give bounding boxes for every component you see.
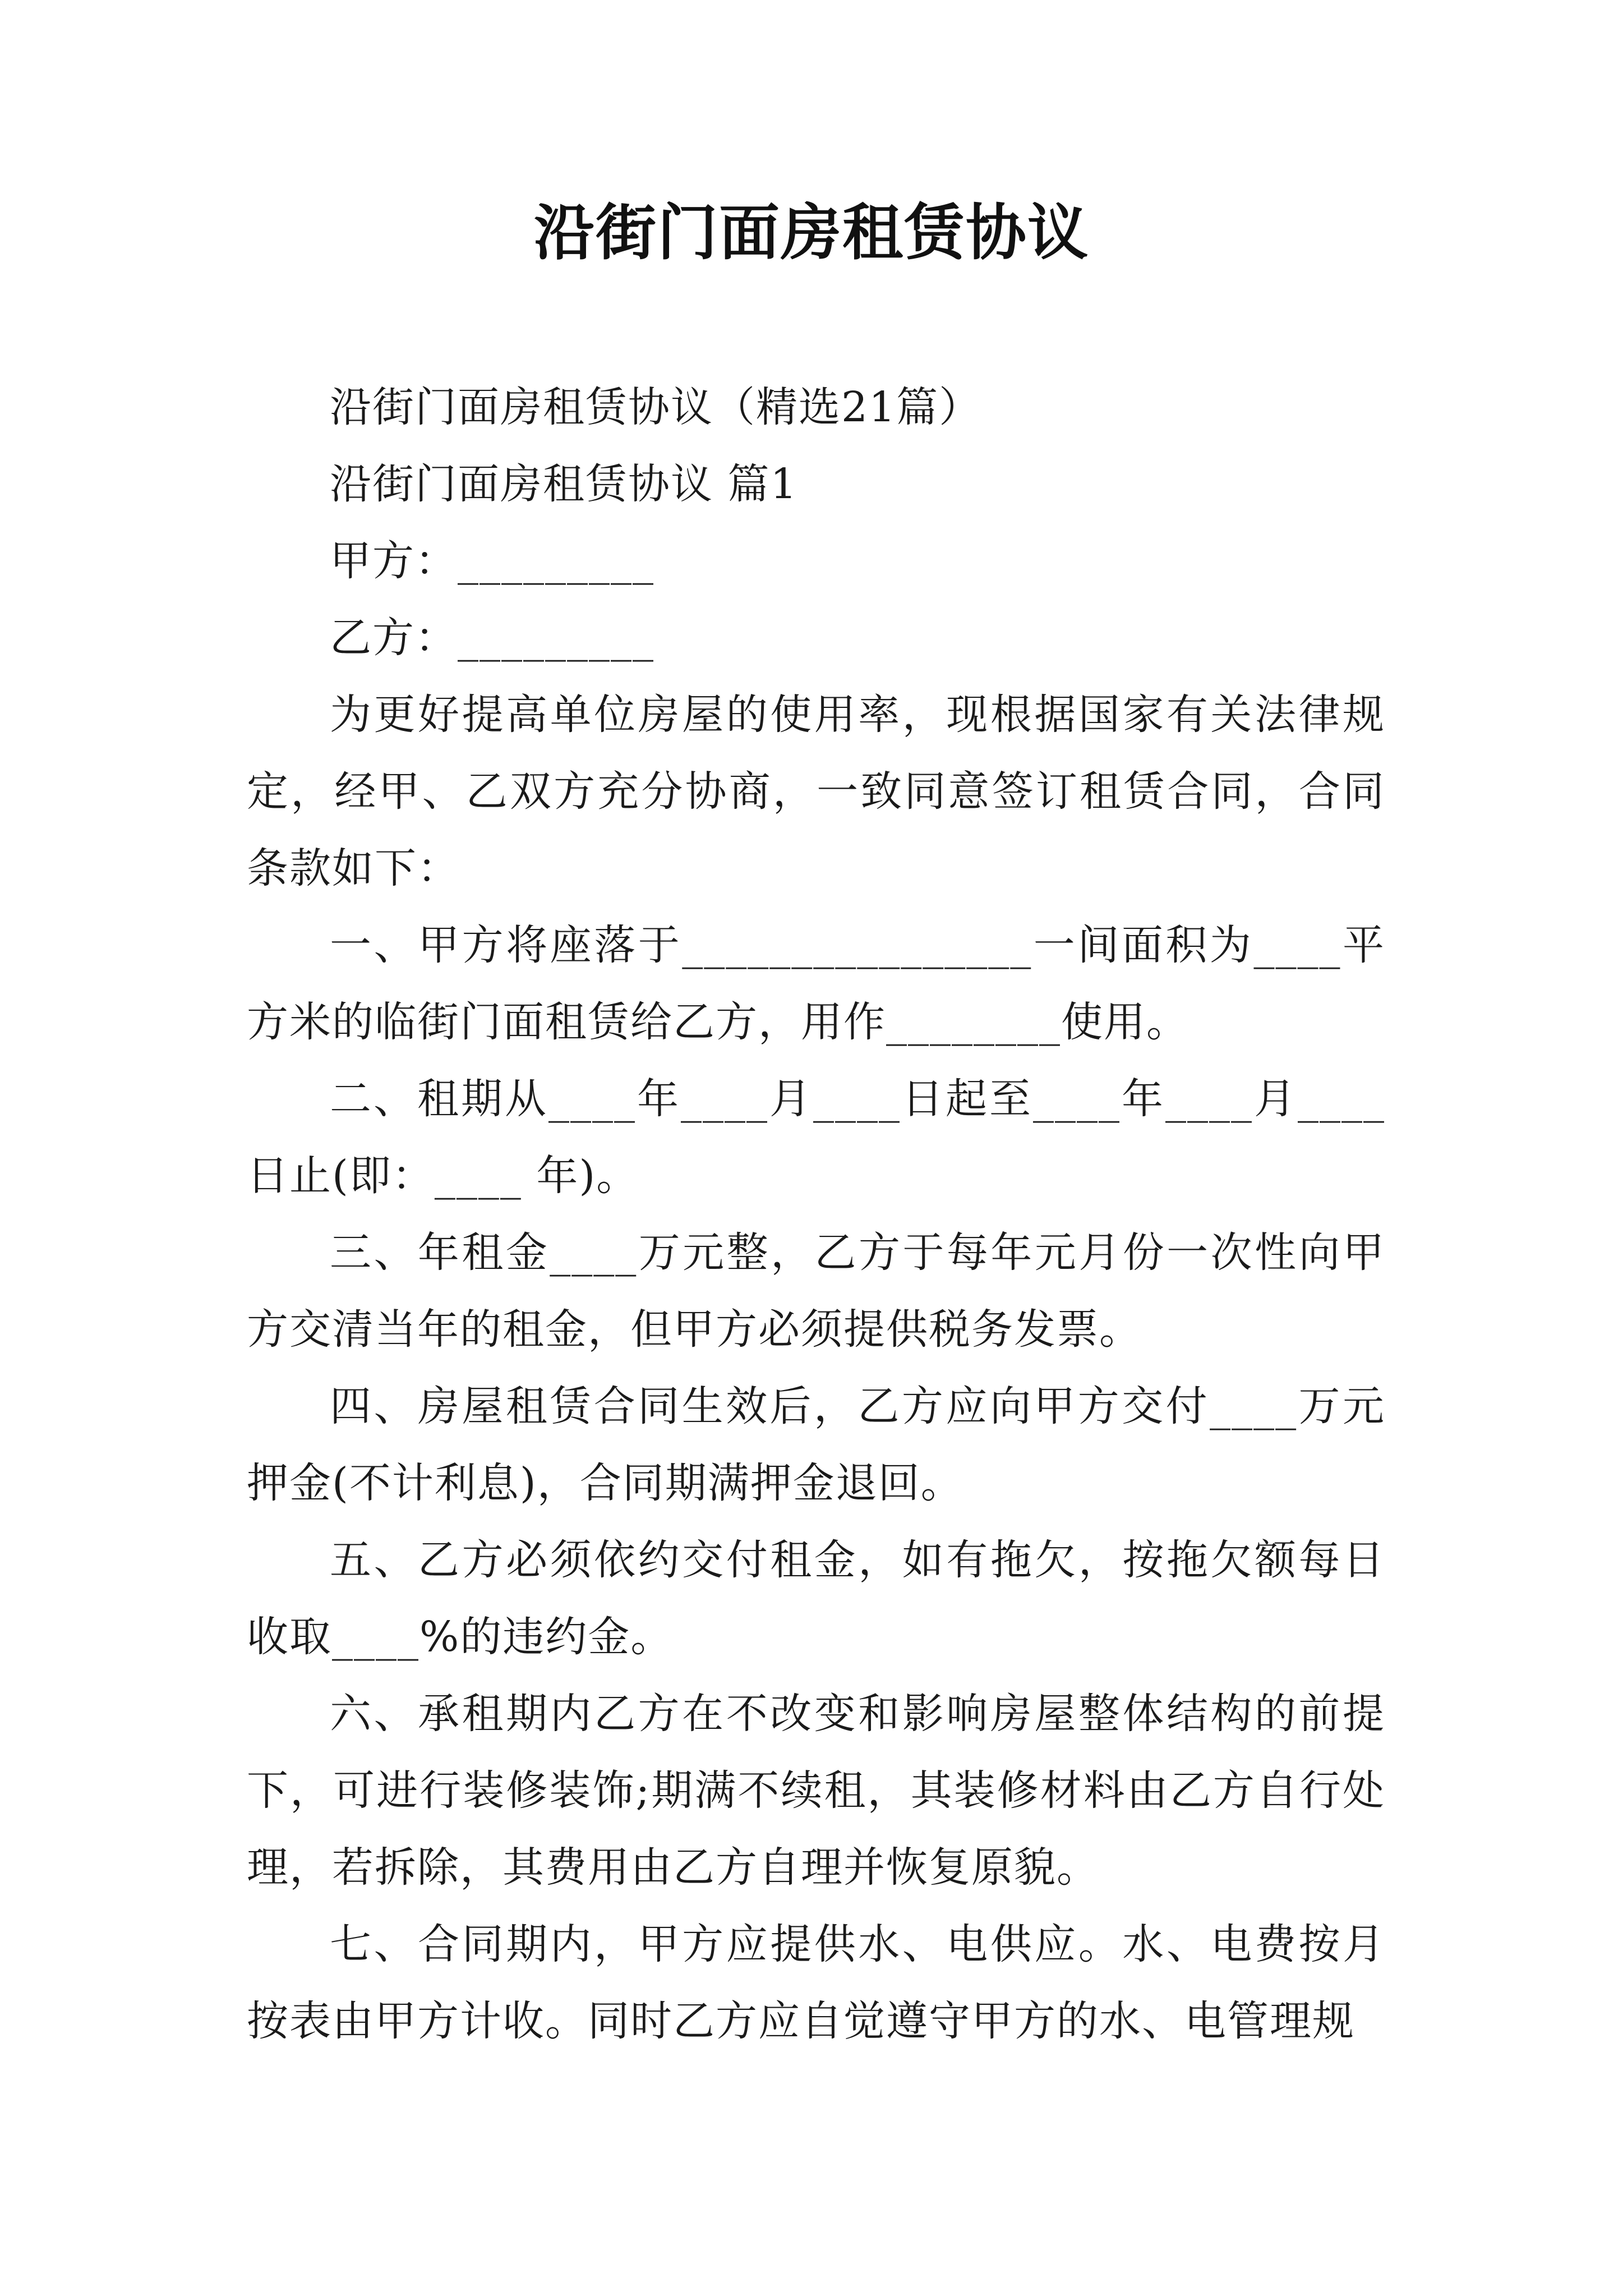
subtitle-line: 沿街门面房租赁协议（精选21篇） [330, 383, 982, 431]
clause-4: 四、房屋租赁合同生效后，乙方应向甲方交付____万元押金(不计利息)，合同期满押金退回。 [247, 1382, 1385, 1507]
party-a-line: 甲方：_________ [330, 537, 654, 585]
clause-3: 三、年租金____万元整，乙方于每年元月份一次性向甲方交清当年的租金，但甲方必须提供税务发票。 [247, 1228, 1385, 1354]
preamble-paragraph: 为更好提高单位房屋的使用率，现根据国家有关法律规定，经甲、乙双方充分协商，一致同意签订租赁合同，合同条款如下： [247, 691, 1385, 892]
clause-7: 七、合同期内，甲方应提供水、电供应。水、电费按月按表由甲方计收。同时乙方应自觉遵守甲方的水、电管理规 [247, 1920, 1385, 2045]
clause-6: 六、承租期内乙方在不改变和影响房屋整体结构的前提下，可进行装修装饰;期满不续租，其装修材料由乙方自行处理，若拆除，其费用由乙方自理并恢复原貌。 [247, 1690, 1385, 1892]
clause-2: 二、租期从____年____月____日起至____年____月____日止(即：____ 年)。 [247, 1075, 1385, 1200]
clause-5: 五、乙方必须依约交付租金，如有拖欠，按拖欠额每日收取____%的违约金。 [247, 1536, 1385, 1661]
clause-1: 一、甲方将座落于________________一间面积为____平方米的临街门面租赁给乙方，用作________使用。 [247, 921, 1385, 1046]
document-body [247, 369, 1385, 2060]
section-heading: 沿街门面房租赁协议 篇1 [330, 460, 798, 508]
party-b-line: 乙方：_________ [330, 614, 654, 662]
document-title: 沿街门面房租赁协议 [533, 197, 1089, 268]
